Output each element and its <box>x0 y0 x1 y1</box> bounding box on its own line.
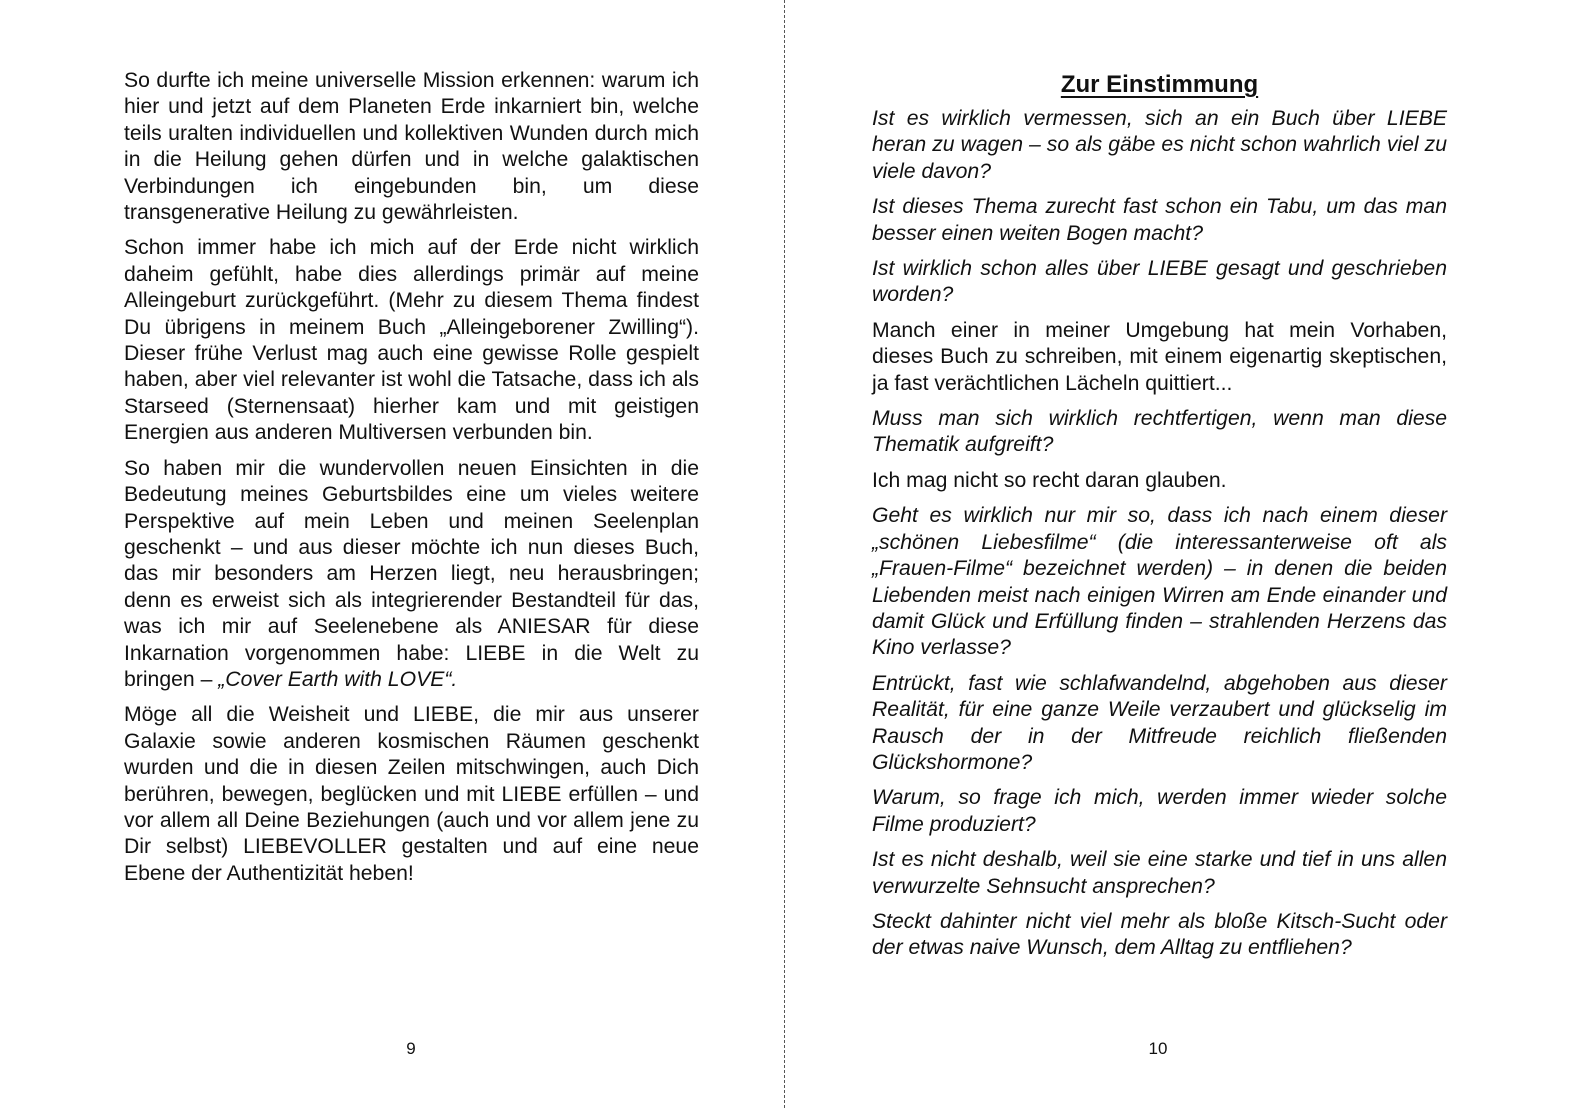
right-paragraph-10: Ist es nicht deshalb, weil sie eine starke und tief in uns allen verwurzelte Sehnsucht ansprechen? <box>872 848 1447 898</box>
left-paragraph-2: Schon immer habe ich mich auf der Erde nicht wirklich daheim gefühlt, habe dies allerdings primär auf meine Alleingeburt zurückgeführt. (Mehr zu diesem Thema findest Du übrigens in meinem Buch „Alleingeborener Zwilling“). Dieser frühe Verlust mag auch eine gewisse Rolle gespielt haben, aber viel relevanter ist wohl die Tatsache, dass ich als Starseed (Sternensaat) hierher kam und mit geistigen Energien aus anderen Multiversen verbunden bin. <box>124 236 699 445</box>
left-paragraph-3-text: So haben mir die wundervollen neuen Einsichten in die Bedeutung meines Geburtsbildes eine um vieles weitere Perspektive auf mein Leben und meinen Seelenplan geschenkt – und aus dieser möchte ich nun dieses Buch, das mir besonders am Herzen liegt, neu herausbringen; denn es erweist sich als integrierender Bestandteil für das, was ich mir auf Seelenebene als ANIESAR für diese Inkarnation vorgenommen habe: LIEBE in die Welt zu bringen – <box>124 456 699 691</box>
left-page <box>0 0 784 1108</box>
right-page-number: 10 <box>1148 1039 1168 1058</box>
right-page <box>786 0 1574 1108</box>
right-page-text <box>872 68 1447 971</box>
right-paragraph-2: Ist dieses Thema zurecht fast schon ein Tabu, um das man besser einen weiten Bogen macht? <box>872 195 1447 245</box>
right-paragraph-6: Ich mag nicht so recht daran glauben. <box>872 468 1227 492</box>
left-paragraph-1: So durfte ich meine universelle Mission erkennen: warum ich hier und jetzt auf dem Planeten Erde inkarniert bin, welche teils uralten individuellen und kollektiven Wunden durch mich in die Heilung gehen dürfen und in welche galaktischen Verbindungen ich eingebunden bin, um diese transgenerative Heilung zu gewährleisten. <box>124 69 699 225</box>
left-paragraph-3 <box>124 456 699 694</box>
left-paragraph-4: Möge all die Weisheit und LIEBE, die mir aus unserer Galaxie sowie anderen kosmischen Räumen geschenkt wurden und die in diesen Zeilen mitschwingen, auch Dich berühren, bewegen, beglücken und mit LIEBE erfüllen – und vor allem all Deine Beziehungen (auch und vor allem jene zu Dir selbst) LIEBEVOLLER gestalten und auf eine neue Ebene der Authentizität heben! <box>124 703 699 885</box>
right-paragraph-5: Muss man sich wirklich rechtfertigen, wenn man diese Thematik aufgreift? <box>872 407 1447 457</box>
page-divider <box>784 0 785 1108</box>
right-paragraph-8: Entrückt, fast wie schlafwandelnd, abgehoben aus dieser Realität, für eine ganze Weile verzaubert und glückselig im Rausch der in der Mitfreude reichlich fließenden Glückshormone? <box>872 671 1447 774</box>
left-page-text <box>124 68 699 896</box>
chapter-heading: Zur Einstimmung <box>1060 71 1259 98</box>
right-paragraph-3: Ist wirklich schon alles über LIEBE gesagt und geschrieben worden? <box>872 257 1447 307</box>
right-paragraph-9: Warum, so frage ich mich, werden immer wieder solche Filme produziert? <box>872 786 1447 836</box>
right-paragraph-7: Geht es wirklich nur mir so, dass ich nach einem dieser „schönen Liebesfilme“ (die interessanterweise oft als „Frauen-Filme“ bezeichnet werden) – in denen die beiden Liebenden meist nach einigen Wirren am Ende einander und damit Glück und Erfüllung finden – strahlenden Herzens das Kino verlasse? <box>872 504 1447 660</box>
left-paragraph-3-quote: „Cover Earth with LOVE“. <box>218 667 458 691</box>
right-paragraph-4: Manch einer in meiner Umgebung hat mein Vorhaben, dieses Buch zu schreiben, mit einem eigenartig skeptischen, ja fast verächtlichen Lächeln quittiert... <box>872 318 1447 395</box>
left-page-number: 9 <box>406 1039 416 1058</box>
right-paragraph-1: Ist es wirklich vermessen, sich an ein Buch über LIEBE heran zu wagen – so als gäbe es nicht schon wahrlich viel zu viele davon? <box>872 107 1447 183</box>
right-paragraph-11: Steckt dahinter nicht viel mehr als bloße Kitsch-Sucht oder der etwas naive Wunsch, dem Alltag zu entfliehen? <box>872 909 1447 960</box>
